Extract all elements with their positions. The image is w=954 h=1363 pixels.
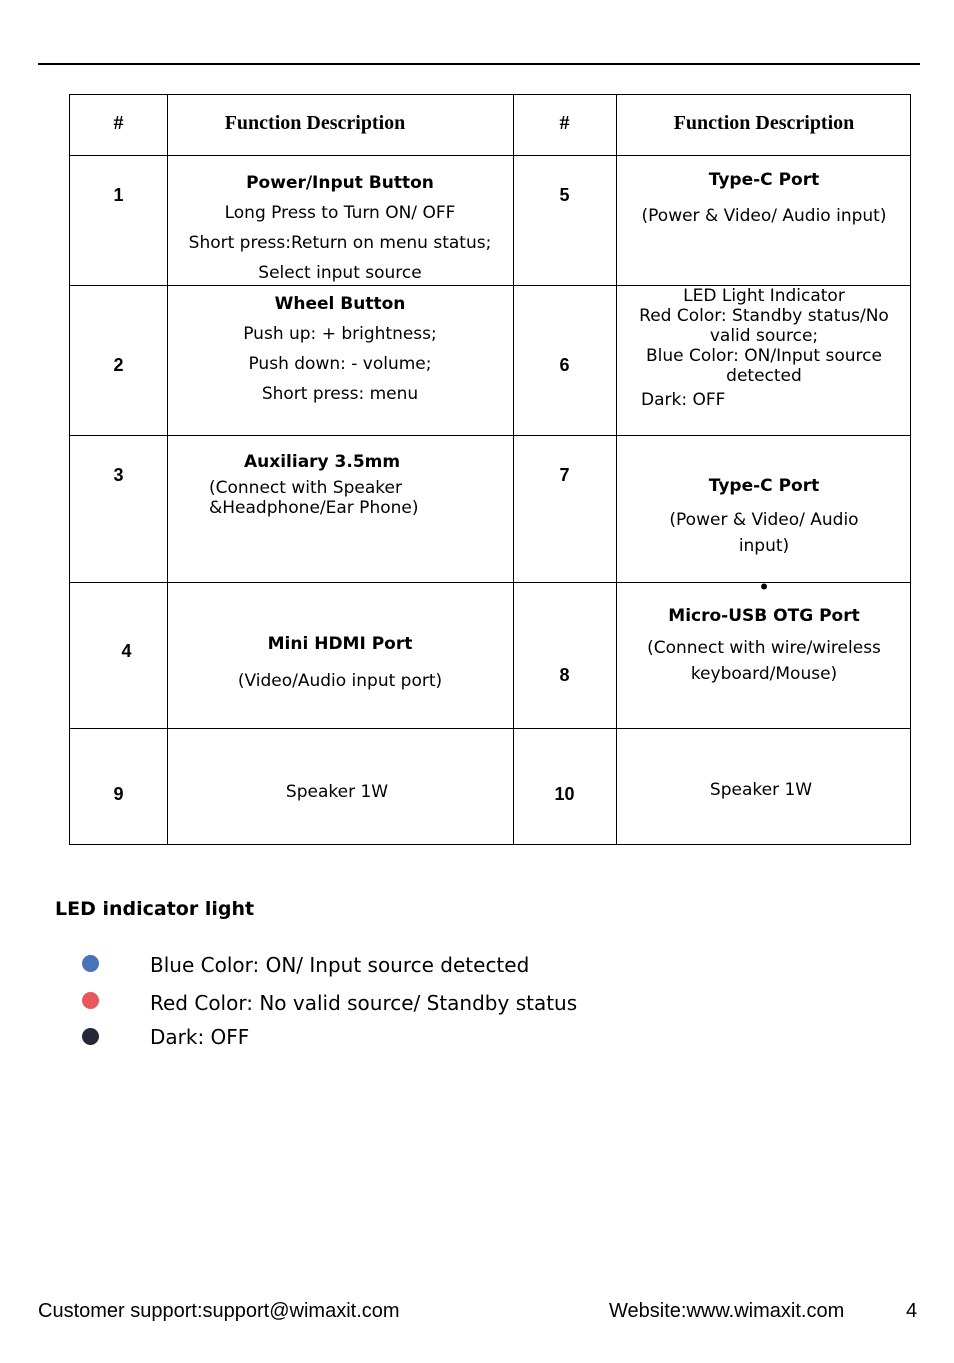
function-line: Push up: + brightness; [243,324,437,344]
header-number: # [113,112,124,134]
header-description: Function Description [224,112,406,134]
function-title: Mini HDMI Port [267,634,413,654]
led-item-label: Blue Color: ON/ Input source detected [150,953,530,977]
table-divider [70,728,910,729]
footer-website: Website:www.wimaxit.com [609,1300,845,1322]
function-line: valid source; [709,326,819,346]
function-line: Long Press to Turn ON/ OFF [224,203,456,223]
function-title: Wheel Button [274,294,406,314]
function-line: Select input source [258,263,422,283]
header-number: # [559,112,570,134]
function-description [167,452,513,518]
row-number: 1 [113,185,124,205]
function-table [69,94,911,845]
led-section-title: LED indicator light [55,898,255,920]
function-line: &Headphone/Ear Phone) [209,498,419,518]
red-dot-icon [82,992,99,1009]
function-description [167,289,513,409]
function-line: Short press:Return on menu status; [188,233,492,253]
function-title: LED Light Indicator [683,286,845,306]
page-number: 4 [906,1300,918,1322]
function-description [616,579,912,687]
row-number: 5 [559,185,570,205]
function-description [167,629,513,696]
row-number: 3 [113,465,124,485]
dark-dot-icon [82,1028,99,1045]
function-line: Red Color: Standby status/No [639,306,889,326]
function-title: Type-C Port [708,170,820,190]
blue-dot-icon [82,955,99,972]
function-line: Speaker 1W [709,780,813,800]
function-title: Type-C Port [708,476,820,496]
led-item-label: Dark: OFF [150,1025,250,1049]
function-line: (Connect with Speaker [209,478,402,498]
function-description [616,471,912,559]
function-line: (Power & Video/ Audio [669,510,859,530]
function-line: keyboard/Mouse) [690,664,838,684]
function-line: (Power & Video/ Audio input) [641,206,887,226]
footer-support: Customer support:support@wimaxit.com [38,1300,400,1322]
bullet-mark: • [758,578,770,598]
function-line: Blue Color: ON/Input source [646,346,882,366]
function-line: (Video/Audio input port) [237,671,443,691]
function-line: input) [738,536,790,556]
top-rule [38,63,920,65]
header-description: Function Description [673,112,855,134]
led-item-label: Red Color: No valid source/ Standby status [150,991,578,1015]
function-title: Power/Input Button [246,173,434,193]
function-title: Auxiliary 3.5mm [244,452,401,472]
row-number: 7 [559,465,570,485]
row-number: 2 [113,355,124,375]
row-number: 8 [559,665,570,685]
row-number: 6 [559,355,570,375]
table-divider [70,155,910,156]
function-line: detected [726,366,802,386]
function-line: Dark: OFF [641,390,726,410]
function-line: Short press: menu [261,384,419,404]
function-description [616,165,912,231]
function-line: Push down: - volume; [248,354,432,374]
function-description [616,286,912,410]
function-line: (Connect with wire/wireless [647,638,881,658]
row-number: 4 [121,641,132,661]
function-line: Speaker 1W [285,782,389,802]
function-title: Micro-USB OTG Port [668,606,860,626]
function-description [167,168,513,288]
row-number: 9 [113,784,124,804]
table-divider [70,435,910,436]
row-number: 10 [554,784,575,804]
